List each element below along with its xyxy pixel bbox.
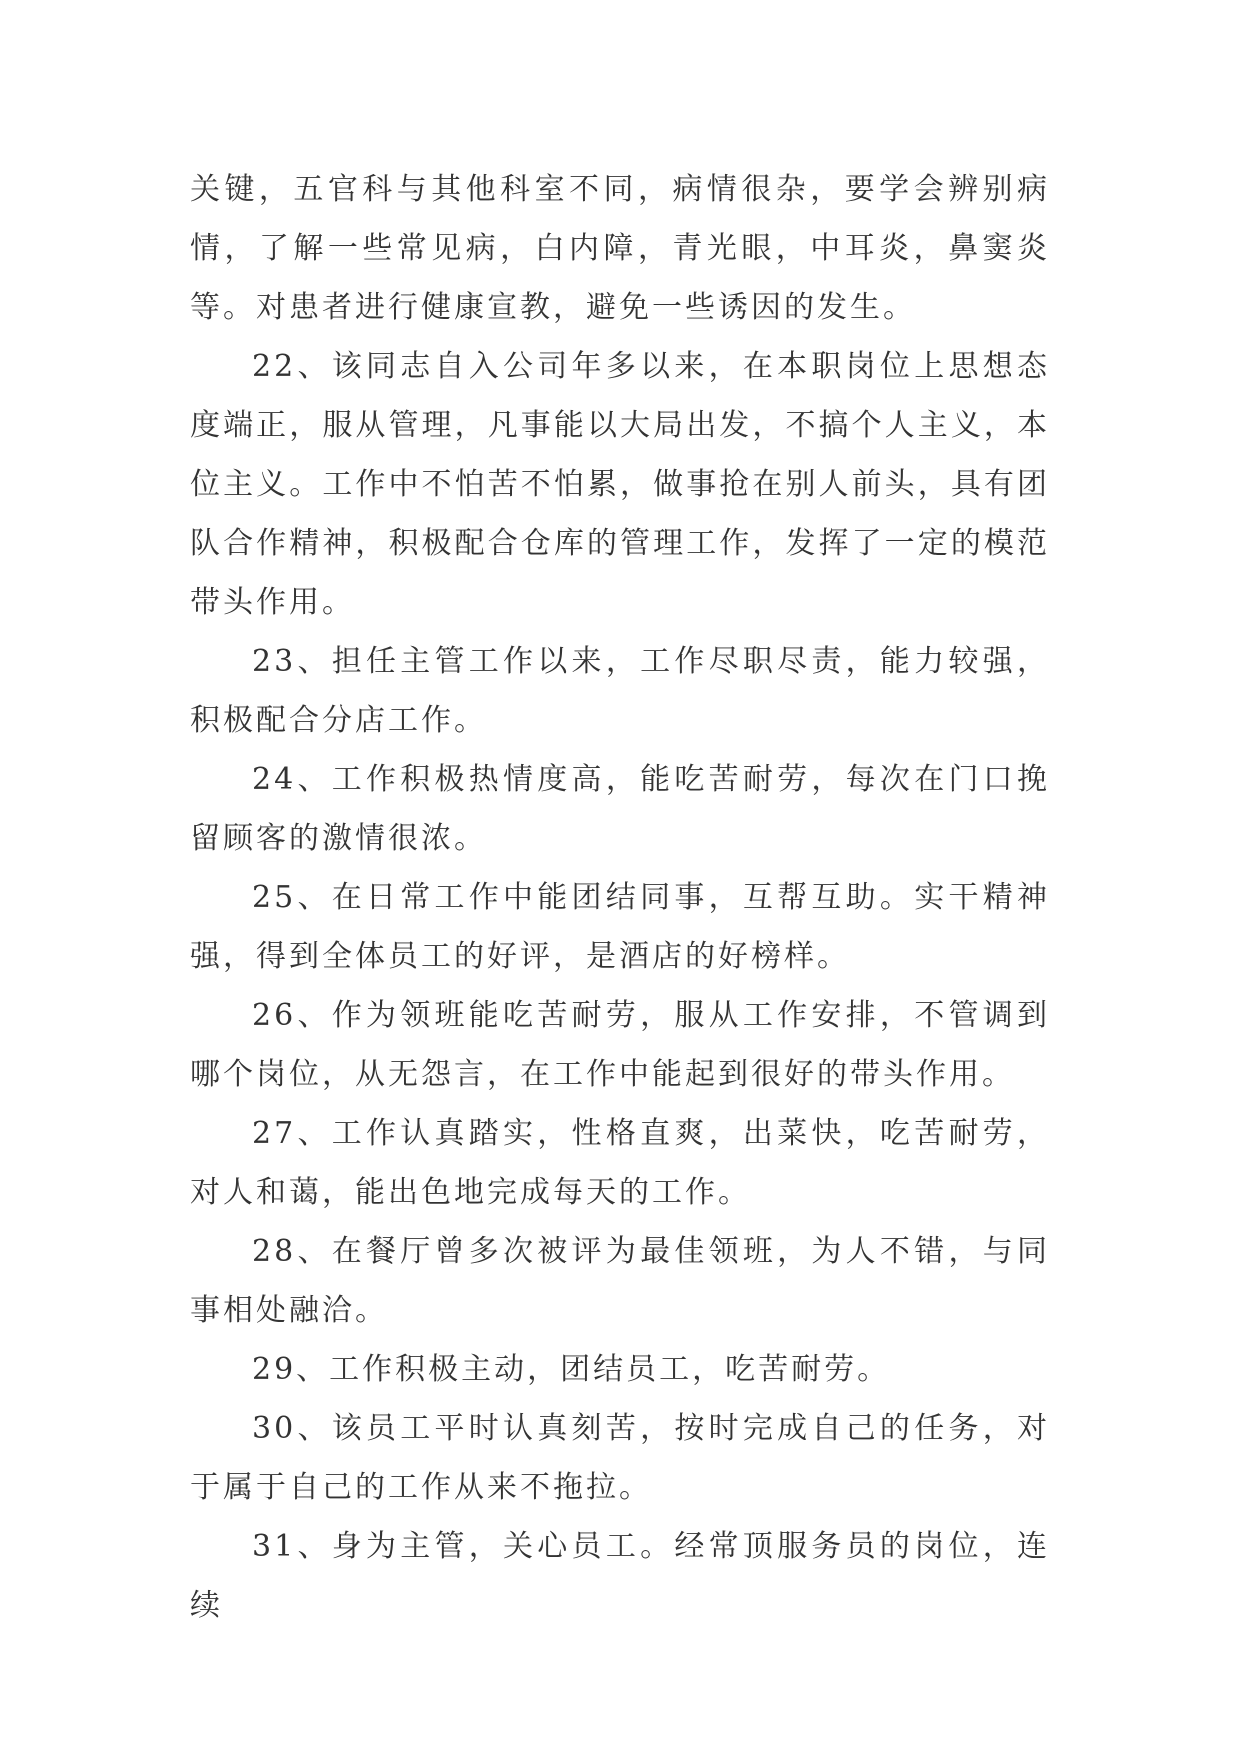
paragraph-24: 24、工作积极热情度高，能吃苦耐劳，每次在门口挽留顾客的激情很浓。	[190, 762, 1050, 856]
paragraph-27: 27、工作认真踏实，性格直爽，出菜快，吃苦耐劳，对人和蔼，能出色地完成每天的工作。	[190, 1116, 1050, 1210]
paragraph-28: 28、在餐厅曾多次被评为最佳领班，为人不错，与同事相处融洽。	[190, 1234, 1050, 1328]
paragraph-25: 25、在日常工作中能团结同事，互帮互助。实干精神强，得到全体员工的好评，是酒店的好榜样。	[190, 880, 1050, 974]
paragraph-29: 29、工作积极主动，团结员工，吃苦耐劳。	[252, 1352, 891, 1387]
paragraph-22: 22、该同志自入公司年多以来，在本职岗位上思想态度端正，服从管理，凡事能以大局出发，不搞个人主义，本位主义。工作中不怕苦不怕累，做事抢在别人前头，具有团队合作精神，积极配合仓库的管理工作，发挥了一定的模范带头作用。	[190, 349, 1050, 620]
paragraph-26: 26、作为领班能吃苦耐劳，服从工作安排，不管调到哪个岗位，从无怨言，在工作中能起到很好的带头作用。	[190, 998, 1050, 1092]
document-body	[190, 160, 1050, 1635]
paragraph-30: 30、该员工平时认真刻苦，按时完成自己的任务，对于属于自己的工作从来不拖拉。	[190, 1411, 1050, 1505]
paragraph-23: 23、担任主管工作以来，工作尽职尽责，能力较强，积极配合分店工作。	[190, 644, 1050, 738]
paragraph-31: 31、身为主管，关心员工。经常顶服务员的岗位，连续	[190, 1529, 1050, 1623]
paragraph-continuation: 关键，五官科与其他科室不同，病情很杂，要学会辨别病情，了解一些常见病，白内障，青光眼，中耳炎，鼻窦炎等。对患者进行健康宣教，避免一些诱因的发生。	[190, 172, 1050, 325]
